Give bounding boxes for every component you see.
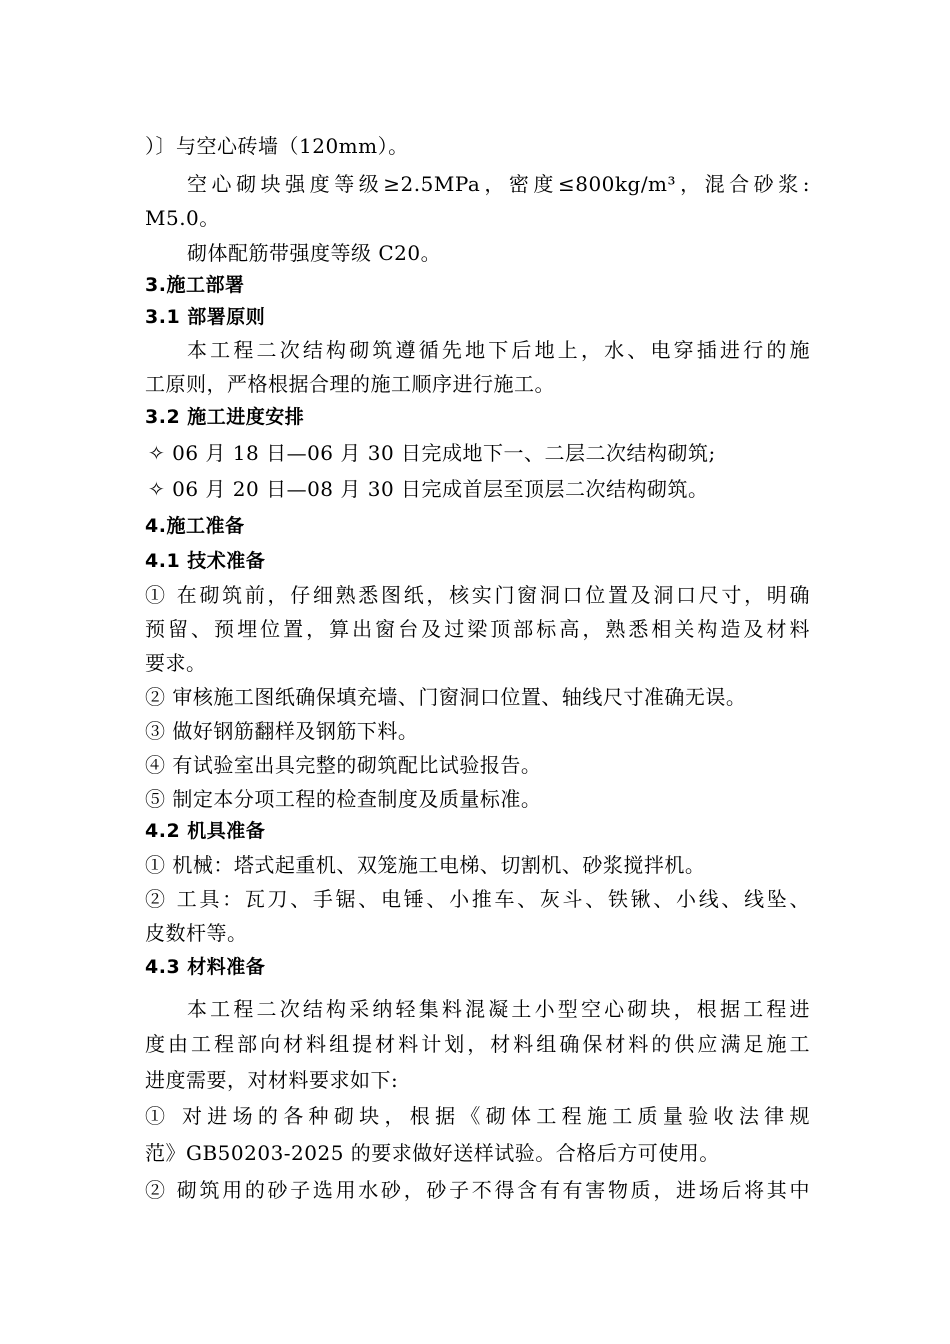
subsection-heading: 4.3 材料准备 (145, 956, 266, 978)
list-item: ① 对进场的各种砌块，根据《砌体工程施工质量验收法律规 (145, 1104, 810, 1128)
section-heading: 4.施工准备 (145, 515, 245, 537)
text-line: 范》GB50203-2025 的要求做好送样试验。合格后方可使用。 (145, 1141, 720, 1165)
text-line: 度由工程部向材料组提材料计划，材料组确保材料的供应满足施工 (145, 1032, 810, 1056)
list-item: ⑤ 制定本分项工程的检查制度及质量标准。 (145, 787, 542, 811)
text-line: 要求。 (145, 651, 207, 675)
text-line: 本工程二次结构砌筑遵循先地下后地上，水、电穿插进行的施 (187, 338, 810, 362)
subsection-heading: 3.1 部署原则 (145, 306, 266, 328)
list-item: ② 工具：瓦刀、手锯、电锤、小推车、灰斗、铁锹、小线、线坠、 (145, 887, 810, 911)
list-item: ② 砌筑用的砂子选用水砂，砂子不得含有有害物质，进场后将其中 (145, 1178, 810, 1202)
section-heading: 3.施工部署 (145, 274, 245, 296)
bullet-item: ✧ 06 月 18 日—06 月 30 日完成地下一、二层二次结构砌筑; (148, 441, 716, 465)
text-line: 预留、预埋位置，算出窗台及过梁顶部标高，熟悉相关构造及材料 (145, 617, 810, 641)
list-item: ① 在砌筑前，仔细熟悉图纸，核实门窗洞口位置及洞口尺寸，明确 (145, 583, 810, 607)
text-line: 空心砌块强度等级≥2.5MPa，密度≤800kg/m³，混合砂浆: (187, 172, 810, 196)
text-line: 本工程二次结构采纳轻集料混凝土小型空心砌块，根据工程进 (187, 997, 810, 1021)
list-item: ① 机械：塔式起重机、双笼施工电梯、切割机、砂浆搅拌机。 (145, 853, 706, 877)
text-line: 进度需要，对材料要求如下: (145, 1068, 399, 1092)
list-item: ④ 有试验室出具完整的砌筑配比试验报告。 (145, 753, 542, 777)
text-line: M5.0。 (145, 206, 220, 230)
bullet-item: ✧ 06 月 20 日—08 月 30 日完成首层至顶层二次结构砌筑。 (148, 477, 709, 501)
subsection-heading: 3.2 施工进度安排 (145, 406, 305, 428)
text-line: 皮数杆等。 (145, 921, 248, 945)
text-line: ）〕与空心砖墙（120mm）。 (145, 134, 409, 158)
text-line: 工原则，严格根据合理的施工顺序进行施工。 (145, 372, 555, 396)
subsection-heading: 4.1 技术准备 (145, 550, 266, 572)
text-line: 砌体配筋带强度等级 C20。 (187, 241, 442, 265)
list-item: ② 审核施工图纸确保填充墙、门窗洞口位置、轴线尺寸准确无误。 (145, 685, 747, 709)
subsection-heading: 4.2 机具准备 (145, 820, 266, 842)
list-item: ③ 做好钢筋翻样及钢筋下料。 (145, 719, 419, 743)
